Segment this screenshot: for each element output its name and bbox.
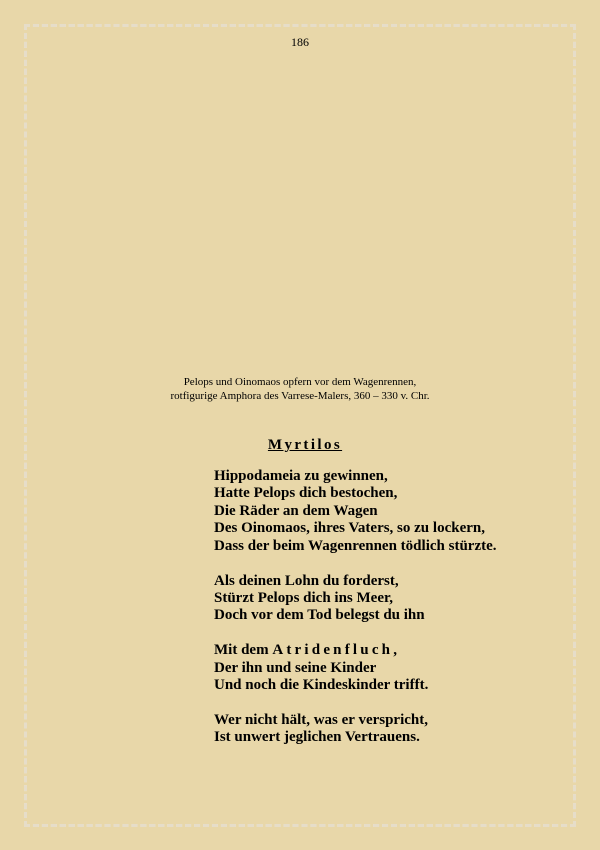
stanza-1 bbox=[214, 468, 497, 555]
poem-title: Myrtilos bbox=[267, 437, 343, 453]
poem-line: Hippodameia zu gewinnen, bbox=[214, 468, 388, 484]
poem-line: Hatte Pelops dich bestochen, bbox=[214, 485, 398, 502]
image-caption bbox=[0, 375, 600, 403]
caption-line-2: rotfigurige Amphora des Varrese-Malers, 360 – 330 v. Chr. bbox=[170, 390, 430, 402]
atridenfluch-emphasis: Atridenfluch bbox=[272, 642, 394, 659]
poem-line: Doch vor dem Tod belegst du ihn bbox=[214, 607, 425, 624]
stanza-3 bbox=[214, 642, 497, 694]
stanza-4 bbox=[214, 712, 497, 747]
stanza-2 bbox=[214, 573, 497, 625]
poem-line: Stürzt Pelops dich ins Meer, bbox=[214, 589, 394, 606]
poem-line: Ist unwert jeglichen Vertrauens. bbox=[214, 729, 420, 746]
poem-line: Als deinen Lohn du forderst, bbox=[214, 572, 399, 589]
poem-line: Des Oinomaos, ihres Vaters, so zu lockern, bbox=[214, 520, 485, 537]
poem-line: Der ihn und seine Kinder bbox=[214, 659, 377, 676]
poem-line: Die Räder an dem Wagen bbox=[214, 502, 378, 519]
page-number: 186 bbox=[291, 35, 309, 49]
poem-line bbox=[214, 642, 497, 659]
poem-line-prefix: Mit dem bbox=[214, 642, 273, 659]
caption-line-1: Pelops und Oinomaos opfern vor dem Wagenrennen, bbox=[183, 376, 417, 388]
poem-line: Dass der beim Wagenrennen tödlich stürzte. bbox=[214, 537, 497, 554]
poem-line: Wer nicht hält, was er verspricht, bbox=[214, 711, 429, 728]
poem-line: Und noch die Kindeskinder trifft. bbox=[214, 677, 429, 694]
poem-body bbox=[214, 468, 497, 764]
poem-line-suffix: , bbox=[393, 642, 397, 659]
